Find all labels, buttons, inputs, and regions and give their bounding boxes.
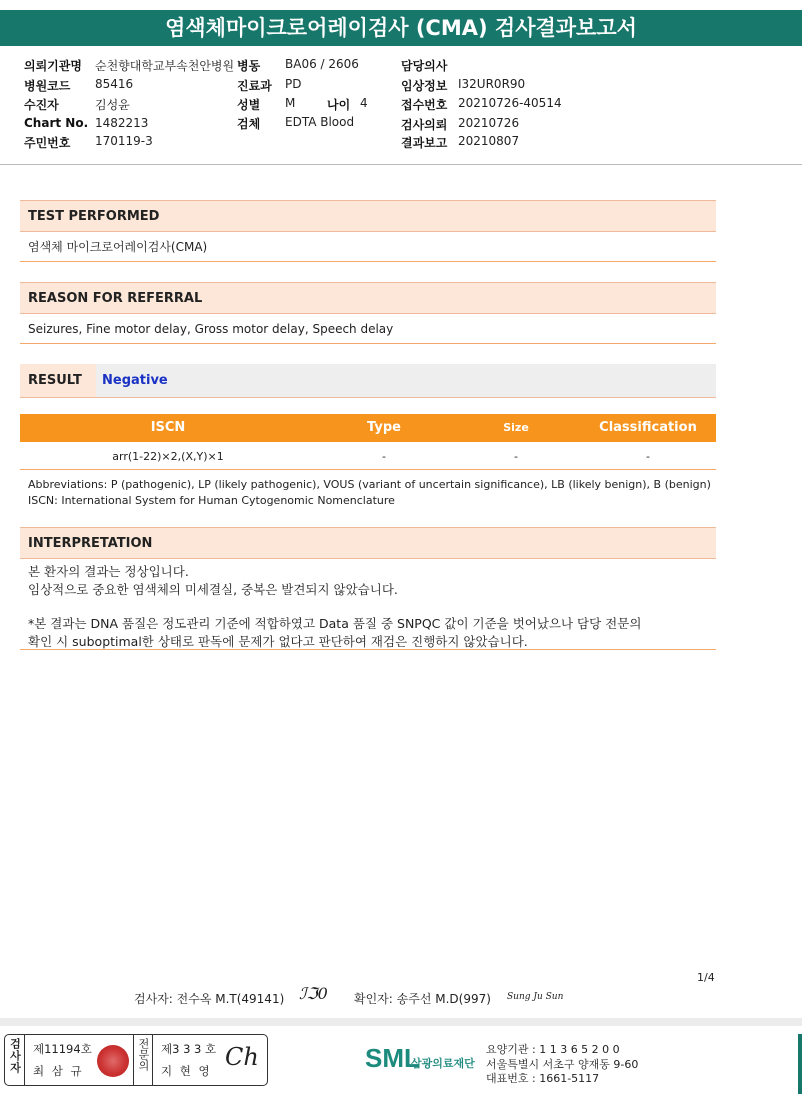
- header-label: 의뢰기관명: [24, 59, 82, 73]
- confirmer-signature: Sung Ju Sun: [507, 992, 564, 1002]
- header-label: 수진자: [24, 98, 59, 112]
- header-value: EDTA Blood: [285, 115, 355, 129]
- sml-logo: SML: [365, 1043, 420, 1073]
- header-label: 검체: [237, 117, 261, 131]
- examiner-license-no: 제11194호: [33, 1042, 92, 1056]
- org-info-line: 요양기관 : 1 1 3 6 5 2 0 0: [486, 1043, 620, 1056]
- cell-type: -: [382, 450, 386, 463]
- cell-iscn: arr(1-22)×2,(X,Y)×1: [112, 450, 224, 463]
- reason-value: Seizures, Fine motor delay, Gross motor delay, Speech delay: [20, 314, 716, 344]
- interpretation-line: 확인 시 suboptimal한 상태로 판독에 문제가 없다고 판단하여 재검은 진행하지 않았습니다.: [28, 634, 528, 649]
- abbreviations-line: Abbreviations: P (pathogenic), LP (likely pathogenic), VOUS (variant of uncertain significance), LB (likely benign), B (benign): [28, 478, 711, 491]
- col-type: Type: [367, 420, 401, 435]
- test-performed-title: TEST PERFORMED: [20, 200, 716, 232]
- header-label: 접수번호: [401, 98, 448, 112]
- result-bar: [20, 364, 716, 398]
- interpretation-underline: [20, 649, 716, 650]
- header-label: 검사의뢰: [401, 118, 448, 132]
- specialist-license-no: 제3 3 3 호: [161, 1042, 217, 1056]
- header-label: 병원코드: [24, 79, 71, 93]
- seal-icon: [97, 1045, 129, 1077]
- org-info-line: 서울특별시 서초구 양재동 9-60: [486, 1058, 639, 1071]
- org-info-line: 대표번호 : 1661-5117: [486, 1072, 600, 1085]
- header-label: 임상정보: [401, 79, 448, 93]
- interpretation-title: INTERPRETATION: [20, 527, 716, 559]
- iscn-definition-line: ISCN: International System for Human Cytogenomic Nomenclature: [28, 494, 395, 507]
- result-table-header: [20, 414, 716, 442]
- header-label: 진료과: [237, 79, 272, 93]
- col-classification: Classification: [599, 420, 697, 435]
- certification-stamp: [4, 1034, 268, 1086]
- interpretation-line: 본 환자의 결과는 정상입니다.: [28, 564, 189, 579]
- header-value: 170119-3: [95, 134, 153, 148]
- report-title: 염색체마이크로어레이검사 (CMA) 검사결과보고서: [0, 10, 802, 46]
- header-label: 결과보고: [401, 136, 448, 150]
- header-divider: [0, 164, 802, 165]
- specialist-vertical-label: 전문의: [133, 1035, 153, 1085]
- specialist-name: 지 현 영: [161, 1064, 212, 1078]
- header-label: 담당의사: [401, 59, 448, 73]
- header-value: 20210726-40514: [458, 96, 562, 110]
- age-label: 나이: [327, 98, 351, 112]
- examiner-signature: ℐℑ0: [299, 984, 328, 1003]
- header-value: 20210726: [458, 116, 520, 130]
- reason-title: REASON FOR REFERRAL: [20, 282, 716, 314]
- footer-separator: [0, 1018, 802, 1026]
- header-value: M: [285, 96, 296, 110]
- cell-size: -: [514, 450, 518, 463]
- header-label: 주민번호: [24, 136, 71, 150]
- examiner-vertical-label: 검사자: [5, 1035, 25, 1085]
- header-value: 1482213: [95, 116, 149, 130]
- header-value: 20210807: [458, 134, 520, 148]
- header-value: I32UR0R90: [458, 77, 526, 91]
- header-value: BA06 / 2606: [285, 57, 359, 71]
- age-value: 4: [360, 96, 368, 110]
- header-label: Chart No.: [24, 116, 89, 130]
- examiner-name: 최 삼 규: [33, 1064, 84, 1078]
- cell-classification: -: [646, 450, 650, 463]
- org-name: 삼광의료재단: [411, 1057, 475, 1070]
- interpretation-line: *본 결과는 DNA 품질은 정도관리 기준에 적합하였고 Data 품질 중 SNPQC 값이 기준을 벗어났으나 담당 전문의: [28, 616, 642, 631]
- col-iscn: ISCN: [150, 420, 186, 435]
- confirmer-line: 확인자: 송주선 M.D(997): [354, 992, 491, 1006]
- header-label: 병동: [237, 59, 261, 73]
- result-value: Negative: [102, 373, 168, 388]
- header-value: 순천향대학교부속천안병원: [95, 59, 235, 73]
- result-label: RESULT: [20, 364, 96, 397]
- header-label: 성별: [237, 98, 261, 112]
- page-number: 1/4: [697, 971, 715, 984]
- right-edge-bar: [798, 1034, 802, 1094]
- test-performed-value: 염색체 마이크로어레이검사(CMA): [20, 232, 716, 262]
- header-value: 85416: [95, 77, 134, 91]
- specialist-signature: Ch: [225, 1043, 259, 1071]
- examiner-line: 검사자: 전수옥 M.T(49141): [134, 992, 285, 1006]
- interpretation-line: 임상적으로 중요한 염색체의 미세결실, 중복은 발견되지 않았습니다.: [28, 582, 398, 597]
- header-value: PD: [285, 77, 302, 91]
- header-value: 김성윤: [95, 98, 130, 112]
- col-size: Size: [503, 421, 529, 434]
- table-row: [20, 444, 716, 470]
